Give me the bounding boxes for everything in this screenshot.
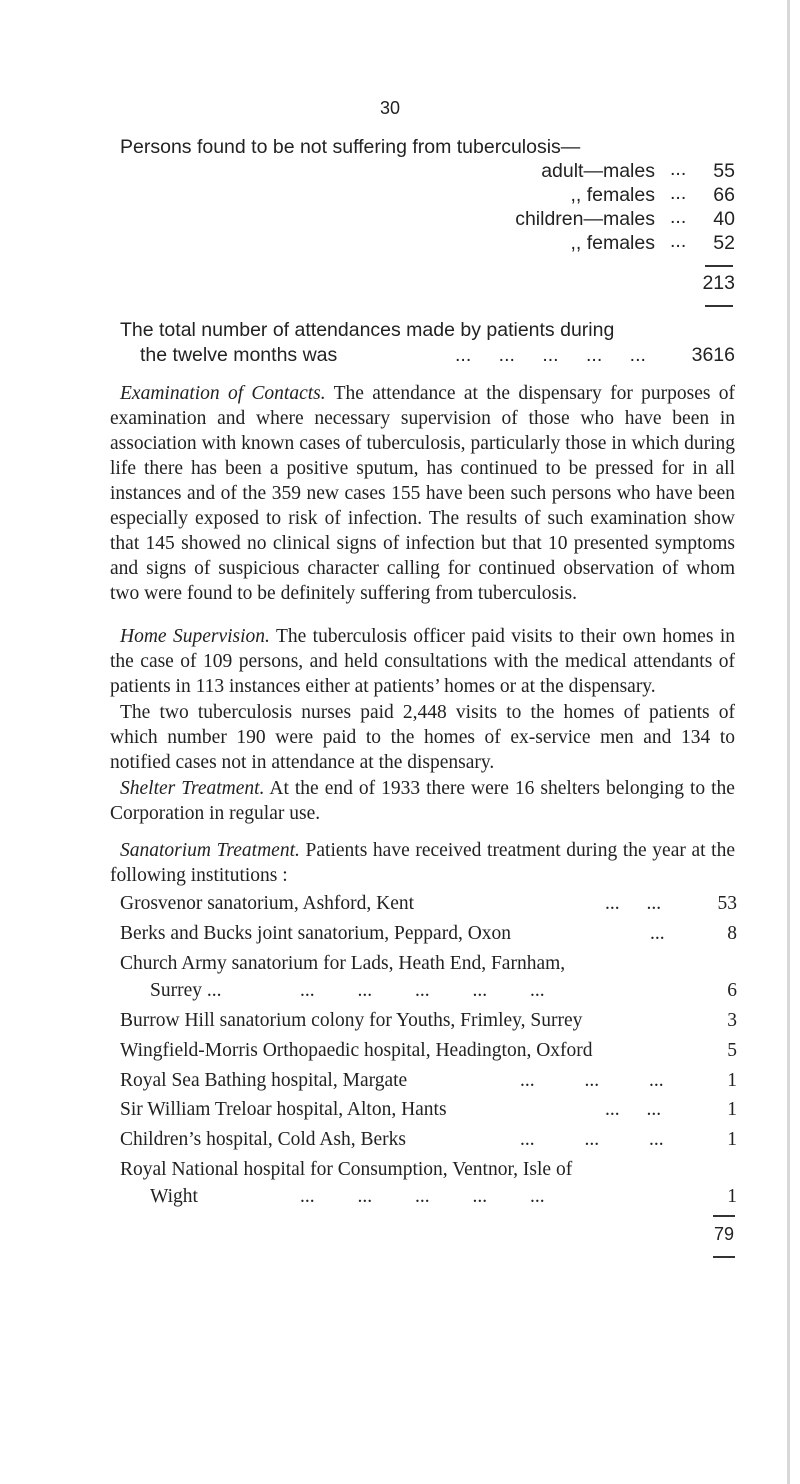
row-label: children—males <box>515 208 655 230</box>
leader-dots: ... <box>670 230 687 252</box>
row-label: ,, females <box>570 184 655 206</box>
leader-dots: ... ... <box>605 1099 662 1120</box>
divider <box>713 1256 735 1258</box>
total-value: 213 <box>702 272 735 294</box>
row-label: adult—males <box>541 160 655 182</box>
leader-dots: ... ... ... ... ... <box>300 980 545 1001</box>
not-suffering-heading: Persons found to be not suffering from tuberculosis— <box>120 136 581 158</box>
row-value: 66 <box>713 184 735 206</box>
list-item: Sir William Treloar hospital, Alton, Hants <box>120 1099 447 1120</box>
home-text: The tuberculosis officer paid visits to their own homes in the case of 109 persons, and held consultations with the medical attendants of patients in 113 instances either at patients’ homes or at the dispensary. <box>110 626 735 697</box>
list-item: Church Army sanatorium for Lads, Heath End, Farnham, <box>120 953 566 974</box>
leader-dots: ... ... ... ... ... <box>455 344 646 366</box>
attendances-line1: The total number of attendances made by patients during <box>120 319 615 341</box>
list-item-value: 5 <box>727 1040 737 1061</box>
list-item: Wingfield-Morris Orthopaedic hospital, Headington, Oxford <box>120 1040 593 1061</box>
list-item: Grosvenor sanatorium, Ashford, Kent <box>120 893 415 914</box>
divider <box>713 1215 735 1217</box>
leader-dots: ... ... ... <box>520 1129 664 1150</box>
leader-dots: ... ... <box>605 893 662 914</box>
row-value: 52 <box>713 232 735 254</box>
leader-dots: ... ... ... <box>520 1070 664 1091</box>
list-item-value: 1 <box>727 1186 737 1207</box>
list-item: Royal Sea Bathing hospital, Margate <box>120 1070 408 1091</box>
leader-dots: ... <box>670 182 687 204</box>
list-item-value: 6 <box>727 980 737 1001</box>
row-value: 55 <box>713 160 735 182</box>
sanatorium-title: Sanatorium Treatment. <box>120 840 300 861</box>
list-item-value: 1 <box>727 1129 737 1150</box>
institutions-list <box>120 0 745 1484</box>
list-item: Royal National hospital for Consumption, Ventnor, Isle of <box>120 1159 573 1180</box>
row-value: 40 <box>713 208 735 230</box>
list-item-value: 1 <box>727 1070 737 1091</box>
home-title: Home Supervision. <box>120 626 270 647</box>
list-item-value: 1 <box>727 1099 737 1120</box>
shelter-text: At the end of 1933 there were 16 shelters belonging to the Corporation in regular use. <box>110 778 735 824</box>
leader-dots: ... <box>670 158 687 180</box>
leader-dots: ... <box>670 206 687 228</box>
list-item-continuation: Surrey ... <box>150 980 222 1001</box>
contacts-title: Examination of Contacts. <box>120 383 326 404</box>
row-label: ,, females <box>570 232 655 254</box>
list-item-value: 53 <box>717 893 737 914</box>
list-item: Burrow Hill sanatorium colony for Youths, Frimley, Surrey <box>120 1010 583 1031</box>
shelter-title: Shelter Treatment. <box>120 778 265 799</box>
list-item-value: 3 <box>727 1010 737 1031</box>
leader-dots: ... <box>650 923 665 944</box>
list-item-continuation: Wight <box>150 1186 198 1207</box>
attendances-line2: the twelve months was <box>140 344 338 366</box>
attendances-value: 3616 <box>691 344 735 366</box>
contacts-text: The attendance at the dispensary for purposes of examination and where necessary supervision of those who have been in association with known cases of tuberculosis, particularly those in which during life there has been a positive sputum, has continued to be pressed for in all instances and of the 359 new cases 155 have been such persons who have been especially exposed to risk of infection. The results of such examination show that 145 showed no clinical signs of infection but that 10 presented symptoms and signs of suspicious character calling for continued observation of whom two were found to be definitely suffering from tuberculosis. <box>110 383 735 604</box>
list-item: Children’s hospital, Cold Ash, Berks <box>120 1129 407 1150</box>
list-item-value: 8 <box>727 923 737 944</box>
sanatorium-text: Patients have received treatment during the year at the following institutions : <box>110 840 736 886</box>
leader-dots: ... ... ... ... ... <box>300 1186 545 1207</box>
page-edge <box>787 0 790 1484</box>
sanatorium-total: 79 <box>714 1224 735 1244</box>
page-number: 30 <box>380 98 401 118</box>
list-item: Berks and Bucks joint sanatorium, Peppard, Oxon <box>120 923 512 944</box>
nurses-text: The two tuberculosis nurses paid 2,448 visits to the homes of patients of which number 190 were paid to the homes of ex-service men and 134 to notified cases not in attendance at the dispensary. <box>110 702 735 773</box>
